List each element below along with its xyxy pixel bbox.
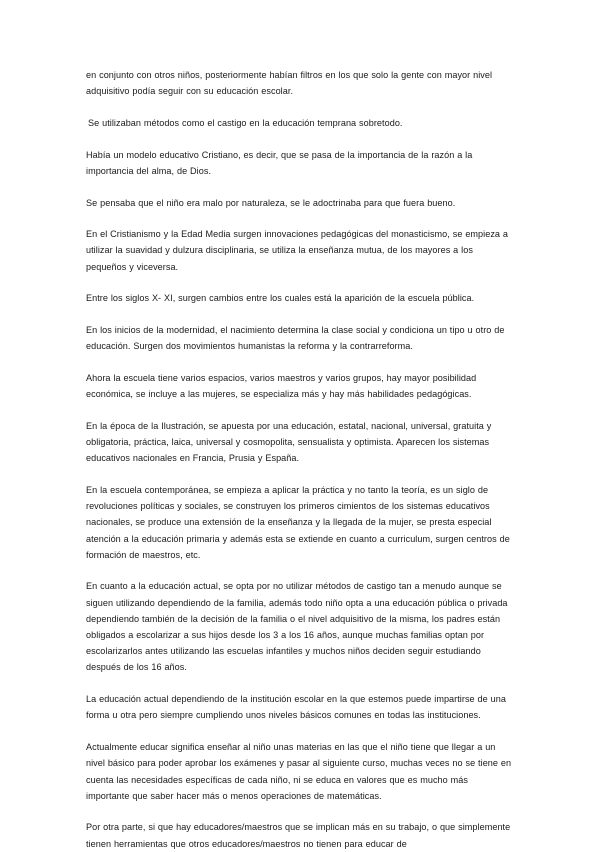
paragraph-3: Había un modelo educativo Cristiano, es decir, que se pasa de la importancia de la razón a la importancia del alma, de Dios.: [86, 149, 473, 176]
paragraph-8: Ahora la escuela tiene varios espacios, varios maestros y varios grupos, hay mayor posibilidad económica, se incluye a las mujeres, se especializa más y hay más habilidades pedagógicas.: [86, 372, 477, 400]
paragraph-10: En la escuela contemporánea, se empieza a aplicar la práctica y no tanto la teoría, es un siglo de revoluciones políticas y sociales, se construyen los primeros cimientos de los sistemas educativos nacionales, se produce una extensión de la enseñanza y la llegada de la mujer, se presta especial atención a la educación primaria y además esta se extiende en cuanto a curriculum, surgen centros de formación de maestros, etc.: [86, 484, 510, 560]
paragraph-11: En cuanto a la educación actual, se opta por no utilizar métodos de castigo tan a menudo aunque se siguen utilizando dependiendo de la familia, además todo niño opta a una educación pública o privada dependiendo también de la decisión de la familia o el nivel adquisitivo de la misma, los padres están obligados a escolarizar a sus hijos desde los 3 a los 16 años, aunque muchas familias optan por escolarizarlos antes utilizando las escuelas infantiles y muchos niños deciden seguir estudiando después de los 16 años.: [86, 581, 508, 673]
paragraph-1: en conjunto con otros niños, posteriormente habían filtros en los que solo la gente con mayor nivel adquisitivo podía seguir con su educación escolar.: [86, 70, 493, 97]
paragraph-4: Se pensaba que el niño era malo por naturaleza, se le adoctrinaba para que fuera bueno.: [86, 197, 456, 208]
paragraph-7: En los inicios de la modernidad, el nacimiento determina la clase social y condiciona un tipo u otro de educación. Surgen dos movimientos humanistas la reforma y la contrarreforma.: [86, 325, 505, 352]
paragraph-2: Se utilizaban métodos como el castigo en la educación temprana sobretodo.: [88, 117, 403, 128]
paragraph-13: Actualmente educar significa enseñar al niño unas materias en las que el niño tiene que llegar a un nivel básico para poder aprobar los exámenes y pasar al siguiente curso, muchas veces no se tiene en cuenta las necesidades específicas de cada niño, ni se educa en valores que es mucho más importante que saber hacer más o menos operaciones de matemáticas.: [86, 742, 512, 801]
paragraph-5: En el Cristianismo y la Edad Media surgen innovaciones pedagógicas del monasticismo, se empieza a utilizar la suavidad y dulzura disciplinaria, se utiliza la enseñanza mutua, de los mayores a los pequeños y viceversa.: [86, 229, 509, 272]
paragraph-12: La educación actual dependiendo de la institución escolar en la que estemos puede impartirse de una forma u otra pero siempre cumpliendo unos niveles básicos comunes en todas las instituciones.: [86, 694, 506, 721]
paragraph-6: Entre los siglos X- XI, surgen cambios entre los cuales está la aparición de la escuela pública.: [86, 293, 475, 304]
paragraph-9: En la época de la Ilustración, se apuesta por una educación, estatal, nacional, universal, gratuita y obligatoria, práctica, laica, universal y cosmopolita, sensualista y optimista. Aparecen los sistemas educativos nacionales en Francia, Prusia y España.: [86, 420, 492, 464]
paragraph-14: Por otra parte, si que hay educadores/maestros que se implican más en su trabajo, o que simplemente tienen herramientas que otros educadores/maestros no tienen para educar de: [86, 822, 511, 849]
